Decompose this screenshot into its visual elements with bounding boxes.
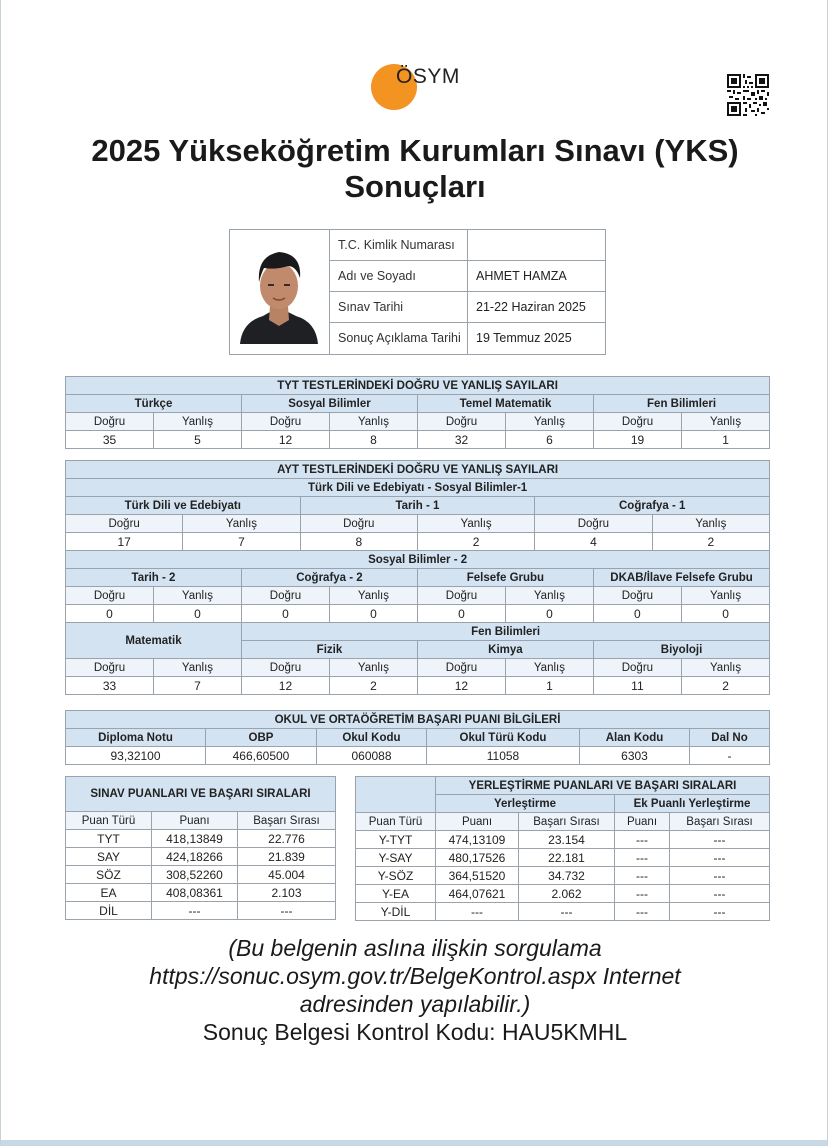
dogru-value: 33	[66, 677, 154, 695]
puan: 424,18266	[152, 848, 238, 866]
okul-value: 060088	[317, 747, 427, 765]
dogru-value: 0	[417, 605, 505, 623]
okul-value: 93,32100	[66, 747, 206, 765]
puan-turu: EA	[66, 884, 152, 902]
yanlis-label: Yanlış	[682, 413, 770, 431]
yanlis-value: 7	[183, 533, 300, 551]
table-row	[66, 866, 336, 884]
basari-sirasi: 2.062	[519, 885, 615, 903]
table-row	[66, 830, 336, 848]
dogru-value: 35	[66, 431, 154, 449]
dogru-label: Doğru	[535, 515, 652, 533]
yanlis-label: Yanlış	[153, 659, 241, 677]
puan: ---	[436, 903, 519, 921]
yanlis-label: Yanlış	[506, 413, 594, 431]
ek-puan: ---	[615, 831, 670, 849]
ek-basari-sirasi: ---	[670, 849, 770, 867]
okul-header: OBP	[206, 729, 317, 747]
puan-turu: SAY	[66, 848, 152, 866]
dogru-label: Doğru	[242, 413, 330, 431]
yanlis-value: 0	[329, 605, 417, 623]
yerlestirme-subheader: Yerleştirme	[436, 795, 615, 813]
ayt-group2-title: Sosyal Bilimler - 2	[66, 551, 770, 569]
id-value: 19 Temmuz 2025	[476, 331, 572, 345]
okul-header: Dal No	[690, 729, 770, 747]
puan-turu: DİL	[66, 902, 152, 920]
okul-header: Diploma Notu	[66, 729, 206, 747]
column-header: Başarı Sırası	[670, 813, 770, 831]
puan-turu: Y-TYT	[356, 831, 436, 849]
candidate-info-box	[229, 229, 606, 355]
okul-table	[65, 710, 770, 765]
title-line-2: Sonuçları	[344, 169, 486, 204]
dogru-label: Doğru	[241, 587, 329, 605]
dogru-value: 32	[418, 431, 506, 449]
bottom-border	[1, 1140, 827, 1146]
ek-puan: ---	[615, 903, 670, 921]
puan-turu: Y-SAY	[356, 849, 436, 867]
column-header: Puanı	[436, 813, 519, 831]
dogru-value: 0	[241, 605, 329, 623]
dogru-value: 4	[535, 533, 652, 551]
candidate-photo	[230, 230, 330, 354]
id-row-name	[330, 261, 605, 292]
dogru-value: 12	[417, 677, 505, 695]
logo-text: ÖSYM	[396, 65, 460, 88]
subject-header: Türkçe	[66, 395, 242, 413]
ek-puan: ---	[615, 867, 670, 885]
table-row	[356, 849, 770, 867]
ek-basari-sirasi: ---	[670, 831, 770, 849]
basari-sirasi: ---	[519, 903, 615, 921]
table-row	[356, 903, 770, 921]
verification-footer	[1, 934, 828, 1046]
ayt-group1-title: Türk Dili ve Edebiyatı - Sosyal Bilimler-1	[66, 479, 770, 497]
subject-header: DKAB/İlave Felsefe Grubu	[593, 569, 769, 587]
table-row	[356, 867, 770, 885]
okul-value: 11058	[427, 747, 580, 765]
basari-sirasi: 22.181	[519, 849, 615, 867]
id-label: Adı ve Soyadı	[330, 261, 468, 291]
dogru-label: Doğru	[241, 659, 329, 677]
puan-turu: Y-SÖZ	[356, 867, 436, 885]
puan: ---	[152, 902, 238, 920]
basari-sirasi: 22.776	[238, 830, 336, 848]
okul-value: 466,60500	[206, 747, 317, 765]
ayt-title: AYT TESTLERİNDEKİ DOĞRU VE YANLIŞ SAYILARI	[66, 461, 770, 479]
basari-sirasi: 45.004	[238, 866, 336, 884]
okul-title: OKUL VE ORTAÖĞRETİM BAŞARI PUANI BİLGİLERİ	[66, 711, 770, 729]
yanlis-value: 1	[505, 677, 593, 695]
subject-header: Coğrafya - 2	[241, 569, 417, 587]
fen-title: Fen Bilimleri	[241, 623, 769, 641]
id-row-result-date	[330, 323, 605, 354]
puan-turu: SÖZ	[66, 866, 152, 884]
yanlis-label: Yanlış	[154, 413, 242, 431]
puan: 408,08361	[152, 884, 238, 902]
id-row-exam-date	[330, 292, 605, 323]
dogru-label: Doğru	[417, 659, 505, 677]
subject-header: Tarih - 1	[300, 497, 535, 515]
id-label: T.C. Kimlik Numarası	[330, 230, 468, 260]
ek-puanli-subheader: Ek Puanlı Yerleştirme	[615, 795, 770, 813]
yanlis-label: Yanlış	[329, 587, 417, 605]
yanlis-label: Yanlış	[330, 413, 418, 431]
dogru-label: Doğru	[66, 515, 183, 533]
okul-value: 6303	[580, 747, 690, 765]
dogru-label: Doğru	[66, 413, 154, 431]
table-row	[66, 884, 336, 902]
dogru-label: Doğru	[300, 515, 417, 533]
basari-sirasi: 23.154	[519, 831, 615, 849]
yanlis-label: Yanlış	[681, 587, 769, 605]
page-title	[1, 133, 828, 205]
dogru-label: Doğru	[417, 587, 505, 605]
column-header: Başarı Sırası	[238, 812, 336, 830]
yanlis-value: 0	[153, 605, 241, 623]
id-label: Sonuç Açıklama Tarihi	[330, 323, 468, 354]
dogru-label: Doğru	[594, 413, 682, 431]
table-row	[66, 902, 336, 920]
dogru-value: 12	[241, 677, 329, 695]
dogru-value: 12	[242, 431, 330, 449]
subject-header: Fen Bilimleri	[594, 395, 770, 413]
sinav-puanlari-title: SINAV PUANLARI VE BAŞARI SIRALARI	[66, 777, 336, 812]
column-header: Puan Türü	[66, 812, 152, 830]
okul-header: Alan Kodu	[580, 729, 690, 747]
basari-sirasi: ---	[238, 902, 336, 920]
title-line-1: 2025 Yükseköğretim Kurumları Sınavı (YKS)	[91, 133, 739, 168]
yanlis-label: Yanlış	[417, 515, 534, 533]
verification-url[interactable]: https://sonuc.osym.gov.tr/BelgeKontrol.aspx Internet	[149, 963, 681, 989]
dogru-label: Doğru	[593, 659, 681, 677]
okul-header: Okul Kodu	[317, 729, 427, 747]
puan: 308,52260	[152, 866, 238, 884]
subject-header: Fizik	[241, 641, 417, 659]
yerlestirme-blank-header	[356, 777, 436, 813]
subject-header: Felsefe Grubu	[417, 569, 593, 587]
yanlis-value: 2	[417, 533, 534, 551]
dogru-value: 11	[593, 677, 681, 695]
yanlis-value: 2	[681, 677, 769, 695]
dogru-value: 0	[593, 605, 681, 623]
basari-sirasi: 21.839	[238, 848, 336, 866]
ek-puan: ---	[615, 885, 670, 903]
puan: 364,51520	[436, 867, 519, 885]
puan: 480,17526	[436, 849, 519, 867]
basari-sirasi: 2.103	[238, 884, 336, 902]
puan: 474,13109	[436, 831, 519, 849]
puan-turu: Y-EA	[356, 885, 436, 903]
id-value: AHMET HAMZA	[476, 269, 567, 283]
puan: 418,13849	[152, 830, 238, 848]
ayt-table	[65, 460, 770, 695]
column-header: Başarı Sırası	[519, 813, 615, 831]
subject-header: Sosyal Bilimler	[242, 395, 418, 413]
yanlis-value: 6	[506, 431, 594, 449]
puan-turu: Y-DİL	[356, 903, 436, 921]
column-header: Puan Türü	[356, 813, 436, 831]
ek-basari-sirasi: ---	[670, 885, 770, 903]
dogru-value: 19	[594, 431, 682, 449]
footer-line-1: (Bu belgenin aslına ilişkin sorgulama	[228, 935, 602, 961]
ek-basari-sirasi: ---	[670, 867, 770, 885]
footer-line-3: adresinden yapılabilir.)	[299, 991, 531, 1017]
yanlis-value: 5	[154, 431, 242, 449]
yanlis-value: 0	[505, 605, 593, 623]
puan: 464,07621	[436, 885, 519, 903]
column-header: Puanı	[152, 812, 238, 830]
table-row	[356, 885, 770, 903]
yanlis-label: Yanlış	[505, 659, 593, 677]
yanlis-value: 7	[153, 677, 241, 695]
subject-header: Türk Dili ve Edebiyatı	[66, 497, 301, 515]
yanlis-label: Yanlış	[329, 659, 417, 677]
dogru-label: Doğru	[418, 413, 506, 431]
okul-header: Okul Türü Kodu	[427, 729, 580, 747]
qr-code-icon	[727, 74, 769, 116]
yanlis-label: Yanlış	[183, 515, 300, 533]
subject-header: Tarih - 2	[66, 569, 242, 587]
yanlis-value: 1	[682, 431, 770, 449]
subject-header: Kimya	[417, 641, 593, 659]
tyt-table	[65, 376, 770, 449]
subject-header: Temel Matematik	[418, 395, 594, 413]
table-row	[66, 848, 336, 866]
control-code: Sonuç Belgesi Kontrol Kodu: HAU5KMHL	[202, 1019, 628, 1045]
dogru-label: Doğru	[66, 659, 154, 677]
yanlis-label: Yanlış	[681, 659, 769, 677]
osym-logo	[371, 64, 491, 114]
ek-puan: ---	[615, 849, 670, 867]
dogru-value: 8	[300, 533, 417, 551]
dogru-label: Doğru	[66, 587, 154, 605]
basari-sirasi: 34.732	[519, 867, 615, 885]
id-label: Sınav Tarihi	[330, 292, 468, 322]
yerlestirme-title: YERLEŞTİRME PUANLARI VE BAŞARI SIRALARI	[436, 777, 770, 795]
okul-value: -	[690, 747, 770, 765]
sinav-puanlari-table	[65, 776, 336, 920]
yanlis-value: 0	[681, 605, 769, 623]
dogru-label: Doğru	[593, 587, 681, 605]
yanlis-value: 8	[330, 431, 418, 449]
puan-turu: TYT	[66, 830, 152, 848]
table-row	[356, 831, 770, 849]
subject-header: Biyoloji	[593, 641, 769, 659]
id-value: 21-22 Haziran 2025	[476, 300, 586, 314]
yanlis-label: Yanlış	[652, 515, 770, 533]
ek-basari-sirasi: ---	[670, 903, 770, 921]
yanlis-label: Yanlış	[505, 587, 593, 605]
subject-header: Coğrafya - 1	[535, 497, 770, 515]
yerlestirme-table	[355, 776, 770, 921]
matematik-header: Matematik	[66, 623, 242, 659]
tyt-title: TYT TESTLERİNDEKİ DOĞRU VE YANLIŞ SAYILARI	[66, 377, 770, 395]
dogru-value: 17	[66, 533, 183, 551]
yanlis-value: 2	[652, 533, 770, 551]
yanlis-label: Yanlış	[153, 587, 241, 605]
id-row-tc	[330, 230, 605, 261]
dogru-value: 0	[66, 605, 154, 623]
yanlis-value: 2	[329, 677, 417, 695]
column-header: Puanı	[615, 813, 670, 831]
person-photo-icon	[230, 230, 328, 354]
